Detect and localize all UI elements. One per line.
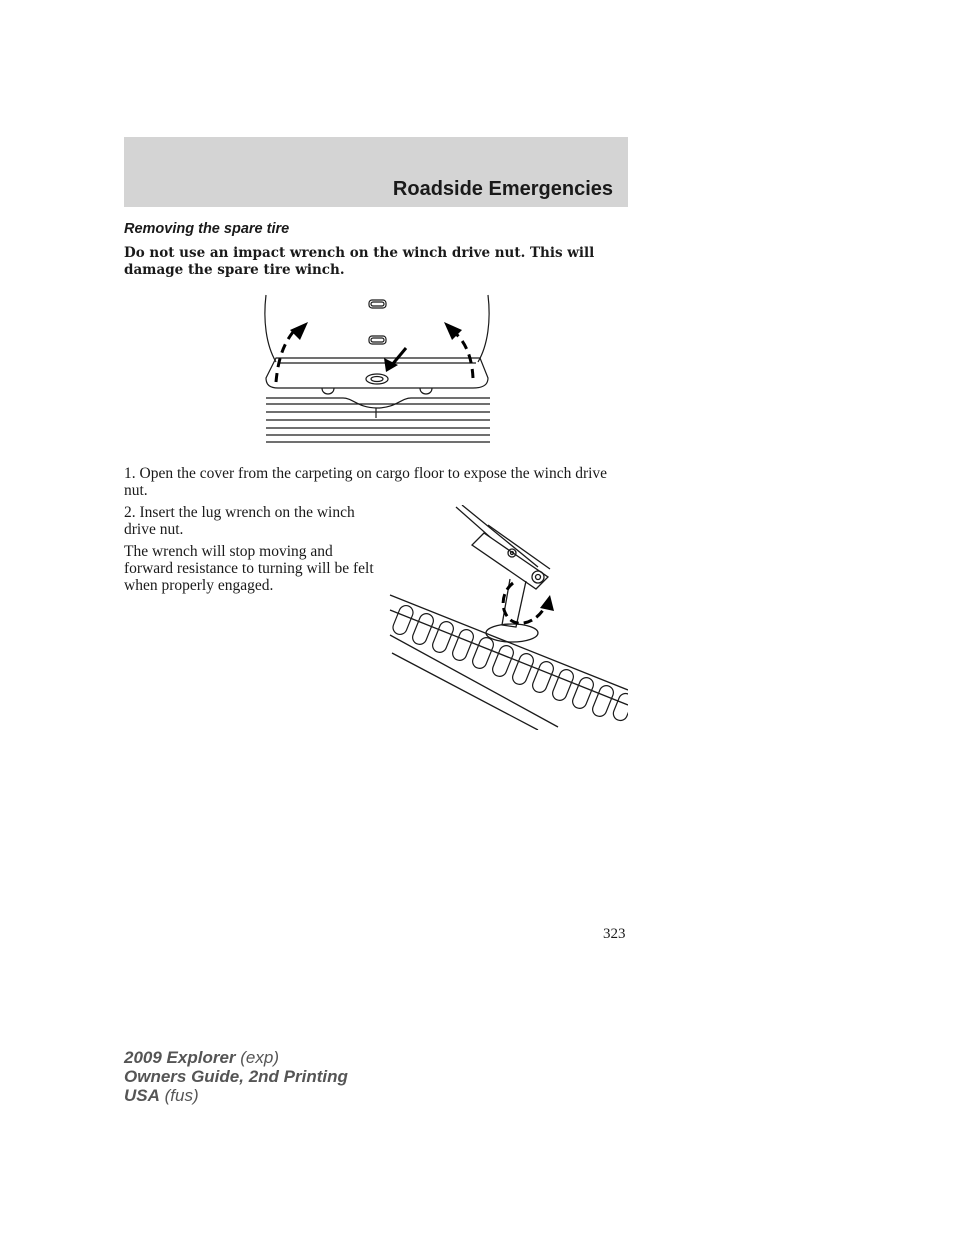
footer-region-code: (fus)	[164, 1086, 199, 1105]
cargo-floor-illustration	[258, 290, 498, 455]
subheading: Removing the spare tire	[124, 221, 290, 237]
warning-text: Do not use an impact wrench on the winch drive nut. This will damage the spare tire winch.	[124, 245, 595, 278]
footer-model-code: (exp)	[240, 1048, 279, 1067]
engagement-note-text: The wrench will stop moving and forward resistance to turning will be felt when properly engaged.	[124, 543, 374, 594]
step-1-text: 1. Open the cover from the carpeting on cargo floor to expose the winch drive nut.	[124, 465, 608, 499]
step-2-text: 2. Insert the lug wrench on the winch drive nut.	[124, 504, 355, 538]
footer	[124, 1048, 348, 1105]
footer-guide: Owners Guide, 2nd Printing	[124, 1067, 348, 1086]
section-title: Roadside Emergencies	[392, 178, 613, 200]
lug-wrench-illustration	[388, 505, 628, 730]
footer-model: 2009 Explorer	[124, 1048, 236, 1067]
footer-region: USA	[124, 1086, 160, 1105]
page-number: 323	[603, 926, 626, 942]
header-band	[124, 137, 628, 207]
